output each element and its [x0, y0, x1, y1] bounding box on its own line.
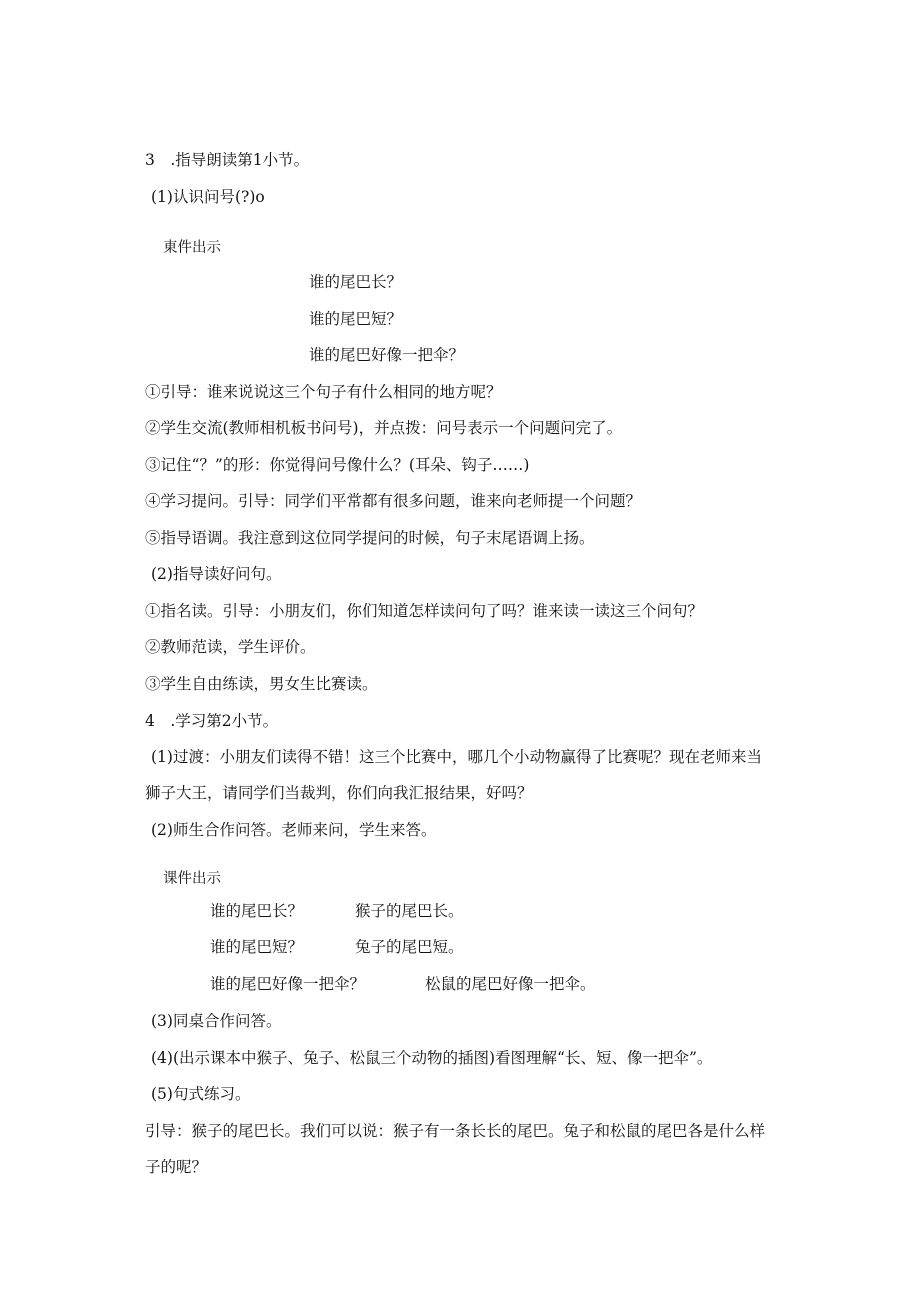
courseware-2-question: 谁的尾巴短？ [210, 938, 304, 956]
section-4-part-1-continued: 狮子大王，请同学们当裁判，你们向我汇报结果，好吗？ [145, 784, 533, 802]
courseware-2-answer: 兔子的尾巴短。 [355, 938, 464, 956]
courseware-2-question: 谁的尾巴长？ [210, 902, 304, 920]
courseware-1-line: 谁的尾巴短？ [309, 310, 403, 328]
section-4-part-3: (3)同桌合作问答。 [151, 1012, 282, 1030]
courseware-1-line: 谁的尾巴好像一把伞？ [309, 346, 465, 364]
guide-paragraph-continued: 子的呢？ [145, 1158, 208, 1176]
section-3-part-1-title: (1)认识问号(?)o [151, 188, 265, 206]
list-item: ①引导：谁来说说这三个句子有什么相同的地方呢？ [145, 383, 502, 401]
section-4-heading: 4 .学习第2小节。 [145, 712, 279, 730]
courseware-label-1: 東件出示 [163, 240, 221, 256]
list-item: ③学生自由练读，男女生比赛读。 [145, 675, 378, 693]
section-4-part-1: (1)过渡：小朋友们读得不错！这三个比赛中，哪几个小动物赢得了比赛呢？现在老师来当 [151, 748, 762, 766]
section-4-part-4: (4)(出示课本中猴子、兔子、松鼠三个动物的插图)看图理解“长、短、像一把伞”。 [151, 1049, 713, 1067]
list-item: ②学生交流(教师相机板书问号)，并点拨：问号表示一个问题问完了。 [145, 419, 623, 437]
list-item: ②教师范读，学生评价。 [145, 638, 316, 656]
courseware-2-answer: 松鼠的尾巴好像一把伞。 [425, 975, 596, 993]
list-item: ④学习提问。引导：同学们平常都有很多问题，谁来向老师提一个问题？ [145, 492, 642, 510]
courseware-1-line: 谁的尾巴长？ [309, 273, 403, 291]
list-item: ⑤指导语调。我注意到这位同学提问的时候，句子末尾语调上扬。 [145, 529, 595, 547]
courseware-2-answer: 猴子的尾巴长。 [355, 902, 464, 920]
section-3-heading: 3 .指导朗读第1小节。 [145, 151, 310, 169]
courseware-label-2: 课件出示 [163, 871, 221, 887]
section-3-part-2-title: (2)指导读好问句。 [151, 565, 282, 583]
courseware-2-question: 谁的尾巴好像一把伞？ [210, 975, 366, 993]
section-4-part-2: (2)师生合作问答。老师来问，学生来答。 [151, 821, 437, 839]
guide-paragraph: 引导：猴子的尾巴长。我们可以说：猴子有一条长长的尾巴。兔子和松鼠的尾巴各是什么样 [145, 1122, 766, 1140]
list-item: ①指名读。引导：小朋友们，你们知道怎样读问句了吗？谁来读一读这三个问句？ [145, 602, 704, 620]
section-4-part-5: (5)句式练习。 [151, 1085, 251, 1103]
list-item: ③记住“？”的形：你觉得问号像什么？(耳朵、钩子……) [145, 456, 530, 474]
